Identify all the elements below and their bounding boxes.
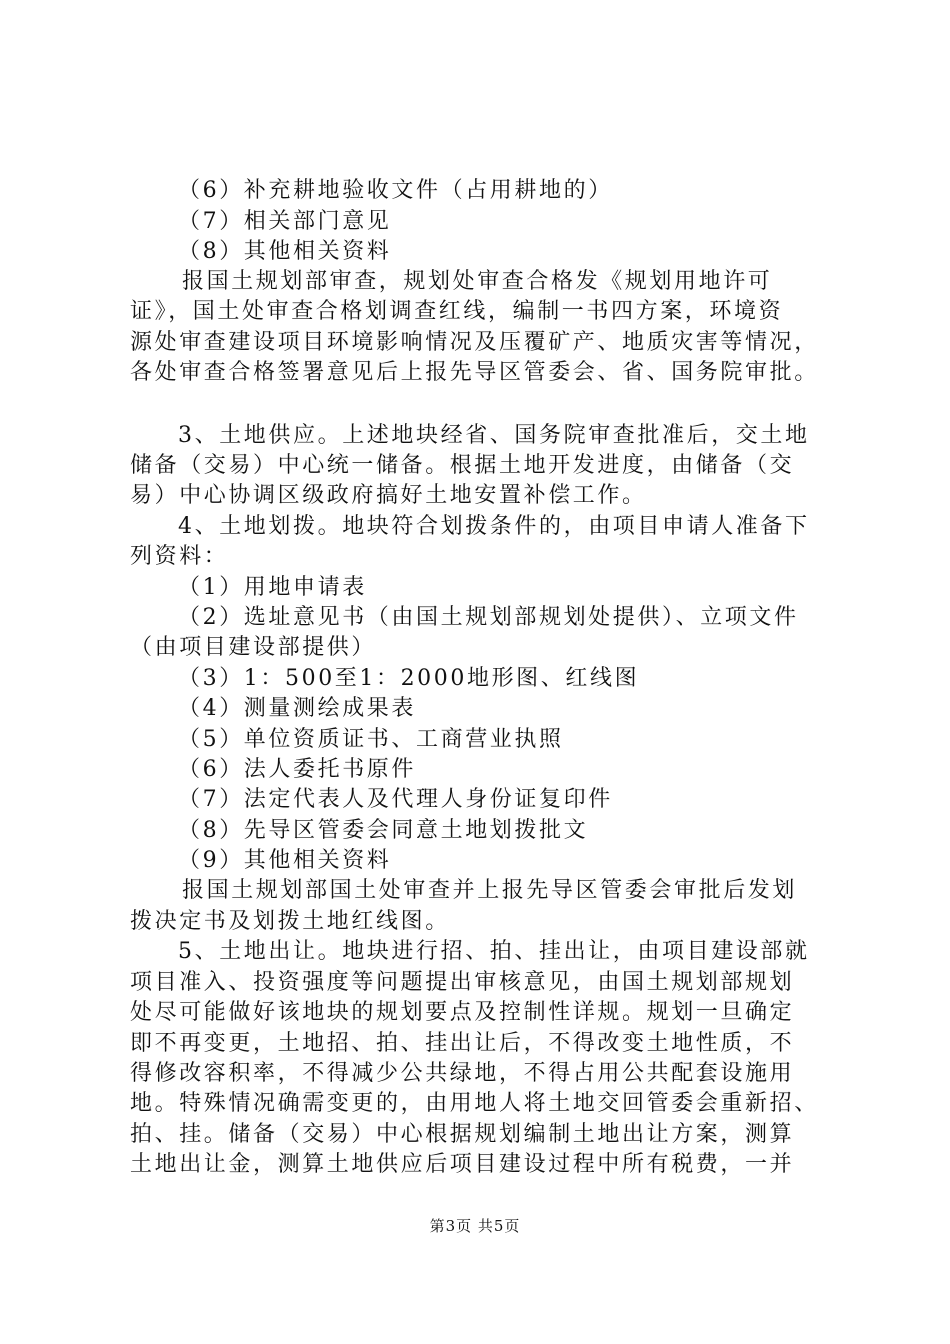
text-line: （7）法定代表人及代理人身份证复印件: [178, 787, 613, 812]
text-line: 易）中心协调区级政府搞好土地安置补偿工作。: [130, 483, 647, 508]
text-line: 证》，国土处审查合格划调查红线，编制一书四方案，环境资: [130, 299, 784, 324]
text-line: 5、土地出让。地块进行招、拍、挂出让，由项目建设部就: [178, 939, 810, 964]
page-footer: 第3页 共5页: [429, 1217, 521, 1235]
text-line: （5）单位资质证书、工商营业执照: [178, 727, 564, 752]
text-line: 土地出让金，测算土地供应后项目建设过程中所有税费，一并: [130, 1152, 795, 1177]
text-line: （3）1：500至1：2000地形图、红线图: [178, 666, 640, 691]
text-line: （8）先导区管委会同意土地划拨批文: [178, 818, 589, 843]
text-line: 源处审查建设项目环境影响情况及压覆矿产、地质灾害等情况，: [130, 330, 819, 355]
text-line: （6）法人委托书原件: [178, 757, 416, 782]
text-line: （6）补充耕地验收文件（占用耕地的）: [178, 178, 613, 203]
text-line: 处尽可能做好该地块的规划要点及控制性详规。规划一旦确定: [130, 1000, 795, 1025]
text-line: 拍、挂。储备（交易）中心根据规划编制土地出让方案，测算: [130, 1122, 795, 1147]
text-line: 拨决定书及划拨土地红线图。: [130, 909, 450, 934]
text-line: （9）其他相关资料: [178, 848, 392, 873]
text-line: 3、土地供应。上述地块经省、国务院审查批准后，交土地: [178, 423, 810, 448]
text-line: 地。特殊情况确需变更的，由用地人将土地交回管委会重新招、: [130, 1091, 819, 1116]
text-line: （8）其他相关资料: [178, 239, 392, 264]
text-line: 4、土地划拨。地块符合划拨条件的，由项目申请人准备下: [178, 514, 810, 539]
text-line: 即不再变更，土地招、拍、挂出让后，不得改变土地性质，不: [130, 1031, 795, 1056]
text-line: （7）相关部门意见: [178, 209, 392, 234]
text-line: 项目准入、投资强度等问题提出审核意见，由国土规划部规划: [130, 970, 795, 995]
text-line: 各处审查合格签署意见后上报先导区管委会、省、国务院审批。: [130, 360, 819, 385]
text-line: 得修改容积率，不得减少公共绿地，不得占用公共配套设施用: [130, 1061, 795, 1086]
text-line: 报国土规划部国土处审查并上报先导区管委会审批后发划: [182, 878, 798, 903]
text-line: 列资料：: [130, 544, 229, 569]
text-line: （1）用地申请表: [178, 575, 367, 600]
text-line: （2）选址意见书（由国土规划部规划处提供）、立项文件: [178, 605, 799, 630]
text-line: 储备（交易）中心统一储备。根据土地开发进度，由储备（交: [130, 453, 795, 478]
text-line: （4）测量测绘成果表: [178, 696, 416, 721]
text-line: （由项目建设部提供）: [130, 635, 377, 660]
text-line: 报国土规划部审查，规划处审查合格发《规划用地许可: [182, 269, 773, 294]
